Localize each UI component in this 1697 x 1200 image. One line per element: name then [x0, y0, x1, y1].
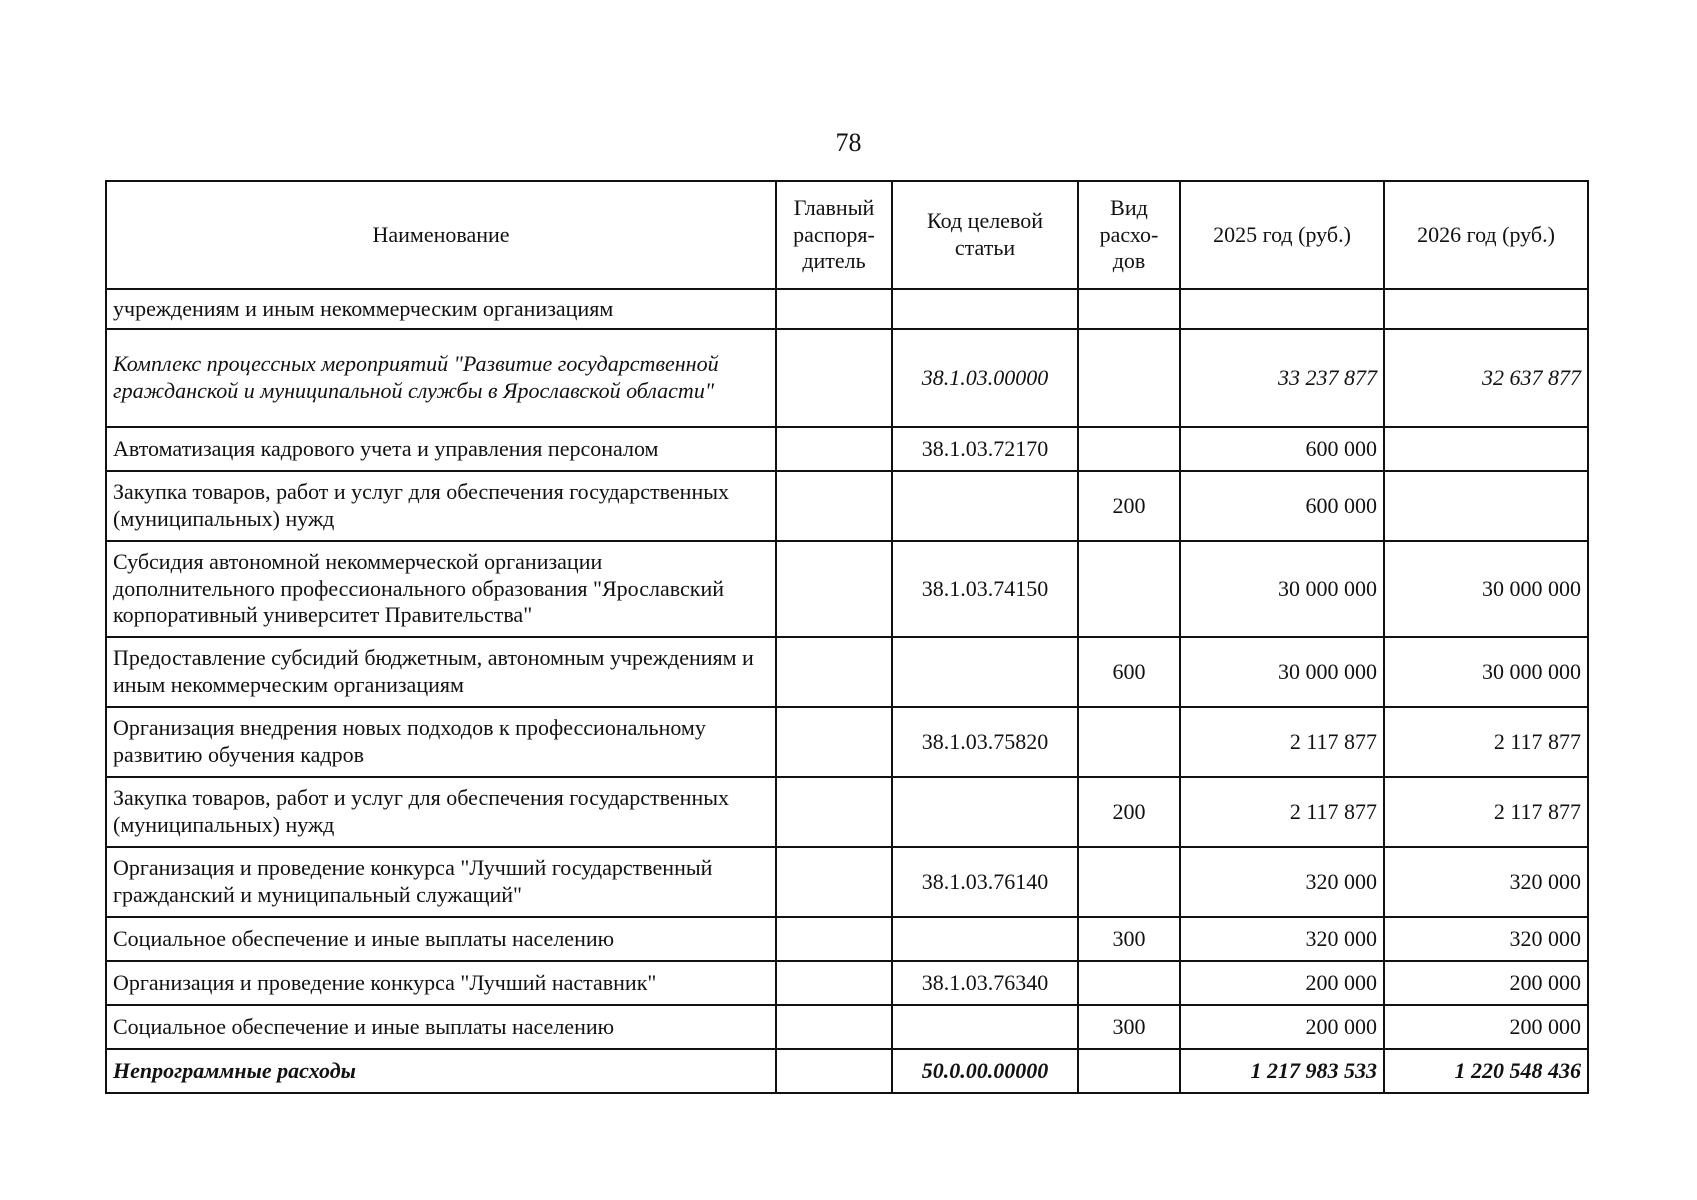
- cell-name: Предоставление субсидий бюджетным, автономным учреждениям и иным некоммерческим организациям: [106, 637, 776, 707]
- cell-2026: 30 000 000: [1384, 637, 1588, 707]
- cell-manager: [776, 289, 892, 329]
- cell-2026: 320 000: [1384, 917, 1588, 961]
- header-kind: Вид расхо-дов: [1078, 181, 1180, 289]
- cell-kind: 200: [1078, 777, 1180, 847]
- cell-name: Закупка товаров, работ и услуг для обеспечения государственных (муниципальных) нужд: [106, 777, 776, 847]
- cell-manager: [776, 541, 892, 637]
- cell-code: 38.1.03.72170: [892, 427, 1078, 471]
- cell-code: 38.1.03.75820: [892, 707, 1078, 777]
- cell-code: 50.0.00.00000: [892, 1049, 1078, 1093]
- cell-2025: 600 000: [1180, 471, 1384, 541]
- cell-code: [892, 471, 1078, 541]
- cell-2026: [1384, 289, 1588, 329]
- cell-kind: [1078, 541, 1180, 637]
- header-manager: Главный распоря-дитель: [776, 181, 892, 289]
- cell-kind: 300: [1078, 1005, 1180, 1049]
- cell-kind: 600: [1078, 637, 1180, 707]
- table-row: [106, 289, 1588, 329]
- cell-code: [892, 637, 1078, 707]
- cell-code: 38.1.03.76340: [892, 961, 1078, 1005]
- cell-name: Организация и проведение конкурса "Лучший государственный гражданский и муниципальный служащий": [106, 847, 776, 917]
- cell-kind: [1078, 961, 1180, 1005]
- cell-manager: [776, 917, 892, 961]
- cell-name: Комплекс процессных мероприятий "Развитие государственной гражданской и муниципальной службы в Ярославской области": [106, 329, 776, 427]
- table-row: [106, 777, 1588, 847]
- cell-name: Социальное обеспечение и иные выплаты населению: [106, 917, 776, 961]
- cell-manager: [776, 777, 892, 847]
- page-number: 78: [835, 128, 862, 157]
- cell-2026: 1 220 548 436: [1384, 1049, 1588, 1093]
- cell-name: учреждениям и иным некоммерческим организациям: [106, 289, 776, 329]
- cell-2026: [1384, 471, 1588, 541]
- budget-table: [105, 180, 1589, 1094]
- table-row: [106, 329, 1588, 427]
- header-name: Наименование: [106, 181, 776, 289]
- cell-2025: 30 000 000: [1180, 541, 1384, 637]
- cell-code: [892, 289, 1078, 329]
- table-row: [106, 1005, 1588, 1049]
- cell-2026: 30 000 000: [1384, 541, 1588, 637]
- cell-kind: [1078, 289, 1180, 329]
- cell-2025: 33 237 877: [1180, 329, 1384, 427]
- cell-name: Социальное обеспечение и иные выплаты населению: [106, 1005, 776, 1049]
- cell-2026: 2 117 877: [1384, 707, 1588, 777]
- table-row: [106, 707, 1588, 777]
- cell-kind: 300: [1078, 917, 1180, 961]
- cell-manager: [776, 847, 892, 917]
- cell-manager: [776, 707, 892, 777]
- cell-manager: [776, 637, 892, 707]
- table-row: [106, 1049, 1588, 1093]
- cell-name: Закупка товаров, работ и услуг для обеспечения государственных (муниципальных) нужд: [106, 471, 776, 541]
- cell-2025: 320 000: [1180, 917, 1384, 961]
- table-row: [106, 427, 1588, 471]
- cell-2026: 32 637 877: [1384, 329, 1588, 427]
- table-row: [106, 637, 1588, 707]
- cell-2025: 600 000: [1180, 427, 1384, 471]
- cell-2026: 200 000: [1384, 961, 1588, 1005]
- cell-2025: 200 000: [1180, 961, 1384, 1005]
- cell-manager: [776, 329, 892, 427]
- cell-2025: 200 000: [1180, 1005, 1384, 1049]
- cell-name: Автоматизация кадрового учета и управления персоналом: [106, 427, 776, 471]
- cell-name: Непрограммные расходы: [106, 1049, 776, 1093]
- header-2026: 2026 год (руб.): [1384, 181, 1588, 289]
- cell-name: Организация и проведение конкурса "Лучший наставник": [106, 961, 776, 1005]
- table-header-row: [106, 181, 1588, 289]
- table-row: [106, 917, 1588, 961]
- cell-manager: [776, 471, 892, 541]
- cell-2026: [1384, 427, 1588, 471]
- header-code: Код целевой статьи: [892, 181, 1078, 289]
- cell-code: [892, 1005, 1078, 1049]
- cell-code: [892, 777, 1078, 847]
- cell-2026: 200 000: [1384, 1005, 1588, 1049]
- cell-manager: [776, 427, 892, 471]
- cell-2025: 320 000: [1180, 847, 1384, 917]
- cell-2026: 2 117 877: [1384, 777, 1588, 847]
- cell-2025: 2 117 877: [1180, 707, 1384, 777]
- cell-kind: 200: [1078, 471, 1180, 541]
- cell-kind: [1078, 329, 1180, 427]
- table-row: [106, 847, 1588, 917]
- cell-kind: [1078, 427, 1180, 471]
- cell-2025: 2 117 877: [1180, 777, 1384, 847]
- cell-name: Организация внедрения новых подходов к профессиональному развитию обучения кадров: [106, 707, 776, 777]
- header-2025: 2025 год (руб.): [1180, 181, 1384, 289]
- cell-kind: [1078, 847, 1180, 917]
- cell-kind: [1078, 707, 1180, 777]
- cell-name: Субсидия автономной некоммерческой организации дополнительного профессионального образования "Ярославский корпоративный университет Правительства": [106, 541, 776, 637]
- cell-2025: [1180, 289, 1384, 329]
- table-row: [106, 471, 1588, 541]
- table-row: [106, 541, 1588, 637]
- cell-code: 38.1.03.74150: [892, 541, 1078, 637]
- cell-manager: [776, 1049, 892, 1093]
- cell-code: [892, 917, 1078, 961]
- cell-code: 38.1.03.00000: [892, 329, 1078, 427]
- cell-2025: 1 217 983 533: [1180, 1049, 1384, 1093]
- cell-kind: [1078, 1049, 1180, 1093]
- table-row: [106, 961, 1588, 1005]
- cell-2025: 30 000 000: [1180, 637, 1384, 707]
- cell-manager: [776, 1005, 892, 1049]
- cell-manager: [776, 961, 892, 1005]
- cell-2026: 320 000: [1384, 847, 1588, 917]
- cell-code: 38.1.03.76140: [892, 847, 1078, 917]
